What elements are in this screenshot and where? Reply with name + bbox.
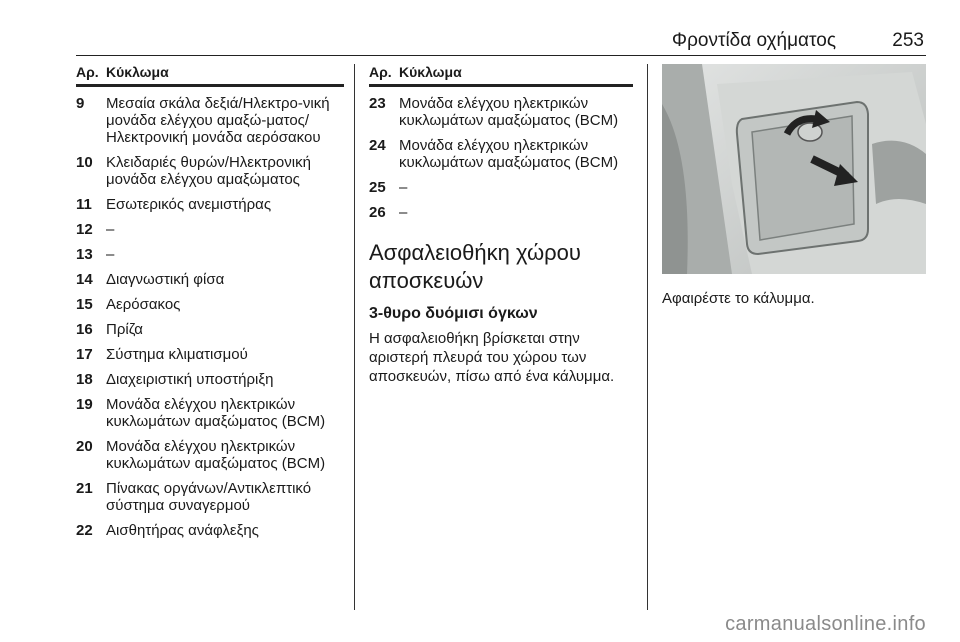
fuse-number: 17 xyxy=(76,346,93,363)
fuse-number: 9 xyxy=(76,95,85,112)
fuse-number: 19 xyxy=(76,396,93,413)
page-number: 253 xyxy=(892,30,924,51)
table-row xyxy=(76,246,344,263)
column-divider-right xyxy=(647,64,648,610)
fuse-number: 13 xyxy=(76,246,93,263)
fuse-number: 26 xyxy=(369,204,386,221)
table-row xyxy=(76,296,344,313)
table-row xyxy=(76,346,344,363)
table-row xyxy=(76,321,344,338)
fuse-table-left xyxy=(76,64,344,539)
circuit-description: – xyxy=(399,204,408,221)
table-row xyxy=(369,204,633,221)
circuit-description: – xyxy=(106,246,115,263)
column-header-circuit: Κύκλωμα xyxy=(399,64,462,80)
table-row xyxy=(76,522,344,539)
table-row xyxy=(369,179,633,196)
circuit-description: Σύστημα κλιματισμού xyxy=(106,346,248,363)
table-row xyxy=(76,438,344,472)
table-row xyxy=(369,95,633,129)
table-row xyxy=(76,95,344,146)
circuit-description: Εσωτερικός ανεμιστήρας xyxy=(106,196,272,213)
table-row xyxy=(76,271,344,288)
circuit-description: Μονάδα ελέγχου ηλεκτρικών κυκλωμάτων αμαξώματος (BCM) xyxy=(399,95,619,129)
fuse-cover-illustration xyxy=(662,64,926,274)
table-row xyxy=(76,396,344,430)
table-rows xyxy=(76,95,344,539)
column-header-circuit: Κύκλωμα xyxy=(106,64,169,80)
section-paragraph: Η ασφαλειοθήκη βρίσκεται στην αριστερή πλευρά του χώρου των αποσκευών, πίσω από ένα κάλυμμα. xyxy=(369,330,615,385)
figure-caption: Αφαιρέστε το κάλυμμα. xyxy=(662,290,815,307)
circuit-description: Αερόσακος xyxy=(106,296,181,313)
page-title: Φροντίδα οχήματος xyxy=(671,30,836,51)
table-row xyxy=(76,480,344,514)
circuit-description: Μεσαία σκάλα δεξιά/Ηλεκτρο-νική μονάδα ελέγχου αμαξώ-ματος/Ηλεκτρονική μονάδα αερόσακου xyxy=(106,95,330,146)
fuse-number: 16 xyxy=(76,321,93,338)
fuse-number: 24 xyxy=(369,137,386,154)
circuit-description: Διαχειριστική υποστήριξη xyxy=(106,371,274,388)
table-row xyxy=(76,154,344,188)
figure-column xyxy=(662,64,926,307)
fuse-table-right xyxy=(369,64,633,386)
circuit-description: – xyxy=(106,221,115,238)
column-divider-left xyxy=(354,64,355,610)
column-header-number: Αρ. xyxy=(369,64,392,80)
fuse-number: 25 xyxy=(369,179,386,196)
circuit-description: Κλειδαριές θυρών/Ηλεκτρονική μονάδα ελέγχου αμαξώματος xyxy=(106,154,311,188)
circuit-description: Μονάδα ελέγχου ηλεκτρικών κυκλωμάτων αμαξώματος (BCM) xyxy=(106,396,326,430)
fuse-number: 10 xyxy=(76,154,93,171)
section-subtitle: 3-θυρο δυόμισι όγκων xyxy=(369,305,538,322)
table-row xyxy=(76,371,344,388)
page-header xyxy=(76,28,926,56)
table-row xyxy=(76,196,344,213)
cargo-fuse-cover-photo xyxy=(662,64,926,274)
section-title: Ασφαλειοθήκη χώρου αποσκευών xyxy=(369,240,581,293)
fuse-number: 11 xyxy=(76,196,92,213)
fuse-number: 15 xyxy=(76,296,93,313)
circuit-description: Μονάδα ελέγχου ηλεκτρικών κυκλωμάτων αμαξώματος (BCM) xyxy=(399,137,619,171)
fuse-number: 22 xyxy=(76,522,93,539)
fuse-number: 20 xyxy=(76,438,93,455)
column-header-number: Αρ. xyxy=(76,64,99,80)
circuit-description: Αισθητήρας ανάφλεξης xyxy=(106,522,259,539)
circuit-description: – xyxy=(399,179,408,196)
fuse-number: 12 xyxy=(76,221,93,238)
circuit-description: Πίνακας οργάνων/Αντικλεπτικό σύστημα συναγερμού xyxy=(106,480,312,514)
table-header xyxy=(76,64,344,87)
table-header xyxy=(369,64,633,87)
table-rows xyxy=(369,95,633,221)
circuit-description: Μονάδα ελέγχου ηλεκτρικών κυκλωμάτων αμαξώματος (BCM) xyxy=(106,438,326,472)
table-row xyxy=(369,137,633,171)
fuse-number: 14 xyxy=(76,271,93,288)
fuse-number: 21 xyxy=(76,480,93,497)
watermark: carmanualsonline.info xyxy=(725,613,926,635)
table-row xyxy=(76,221,344,238)
circuit-description: Πρίζα xyxy=(106,321,143,338)
fuse-number: 18 xyxy=(76,371,93,388)
circuit-description: Διαγνωστική φίσα xyxy=(106,271,225,288)
fuse-number: 23 xyxy=(369,95,386,112)
header-rule xyxy=(76,55,926,56)
